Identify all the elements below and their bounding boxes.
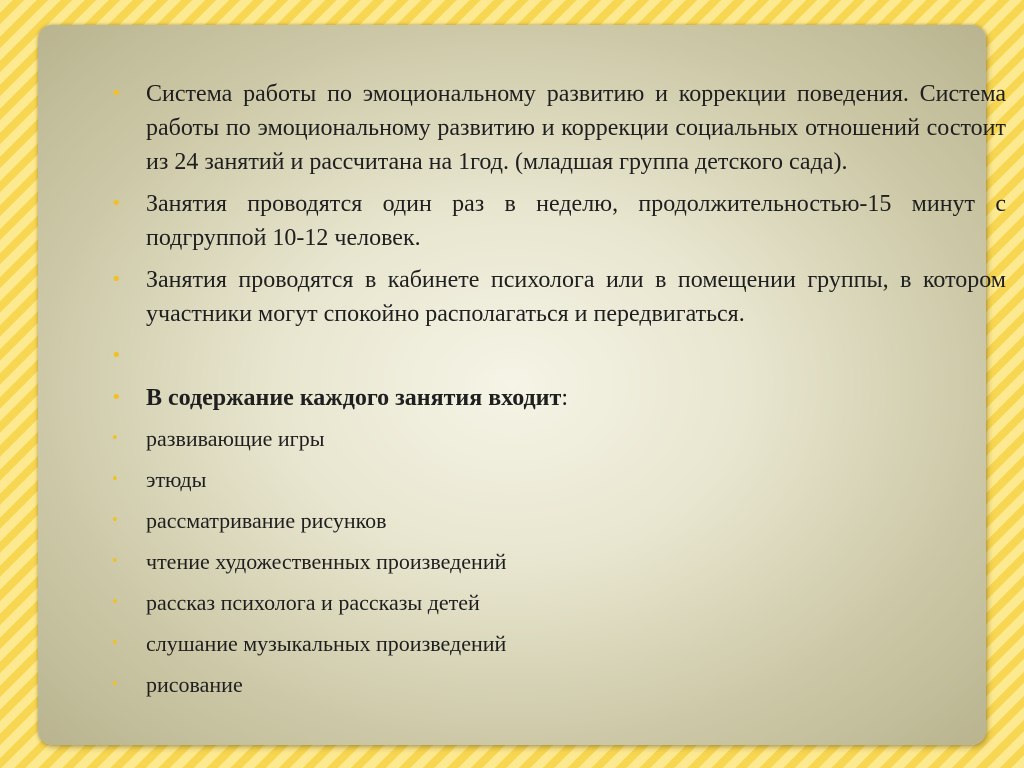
- bullet-icon: •: [111, 595, 119, 610]
- bullet-icon: •: [111, 193, 122, 214]
- content-item-text: рассказ психолога и рассказы детей: [146, 590, 480, 615]
- paragraph-text: Занятия проводятся в кабинете психолога или в помещении группы, в котором участники могут спокойно располагаться и передвигаться.: [146, 267, 1006, 327]
- empty-bullet-item: [110, 339, 1006, 373]
- paragraph-item: [110, 263, 1006, 331]
- content-item-text: рассматривание рисунков: [146, 508, 387, 533]
- content-item: [110, 464, 1006, 496]
- content-heading-colon: :: [561, 385, 568, 411]
- content-item-text: этюды: [146, 467, 207, 492]
- paragraph-item: [110, 77, 1006, 179]
- bullet-icon: •: [111, 636, 119, 651]
- content-item-text: рисование: [146, 672, 243, 697]
- content-heading-text: В содержание каждого занятия входит: [146, 385, 562, 411]
- bullet-icon: •: [111, 472, 119, 487]
- bullet-icon: •: [111, 269, 122, 290]
- bullet-icon: •: [111, 387, 122, 408]
- paragraph-item: [110, 187, 1006, 255]
- bullet-icon: •: [111, 431, 119, 446]
- bullet-icon: •: [111, 513, 119, 528]
- content-item: [110, 587, 1006, 619]
- content-item: [110, 423, 1006, 455]
- content-item: [110, 669, 1006, 701]
- content-item: [110, 546, 1006, 578]
- bullet-list: [110, 77, 1006, 710]
- content-item: [110, 505, 1006, 537]
- bullet-icon: •: [111, 554, 119, 569]
- content-item-text: слушание музыкальных произведений: [146, 631, 507, 656]
- bullet-icon: •: [111, 677, 119, 692]
- paragraph-text: Занятия проводятся один раз в неделю, продолжительностью-15 минут с подгруппой 10-12 человек.: [146, 191, 1006, 251]
- content-heading: [110, 381, 1006, 415]
- paragraph-text: Система работы по эмоциональному развитию и коррекции поведения. Система работы по эмоциональному развитию и коррекции социальных отношений состоит из 24 занятий и рассчитана на 1год. (младшая группа детского сада).: [146, 81, 1006, 175]
- bullet-icon: •: [111, 83, 122, 104]
- slide-panel: [38, 25, 1006, 745]
- content-item-text: развивающие игры: [146, 426, 325, 451]
- content-item: [110, 628, 1006, 660]
- content-item-text: чтение художественных произведений: [146, 549, 507, 574]
- bullet-icon: •: [111, 345, 122, 366]
